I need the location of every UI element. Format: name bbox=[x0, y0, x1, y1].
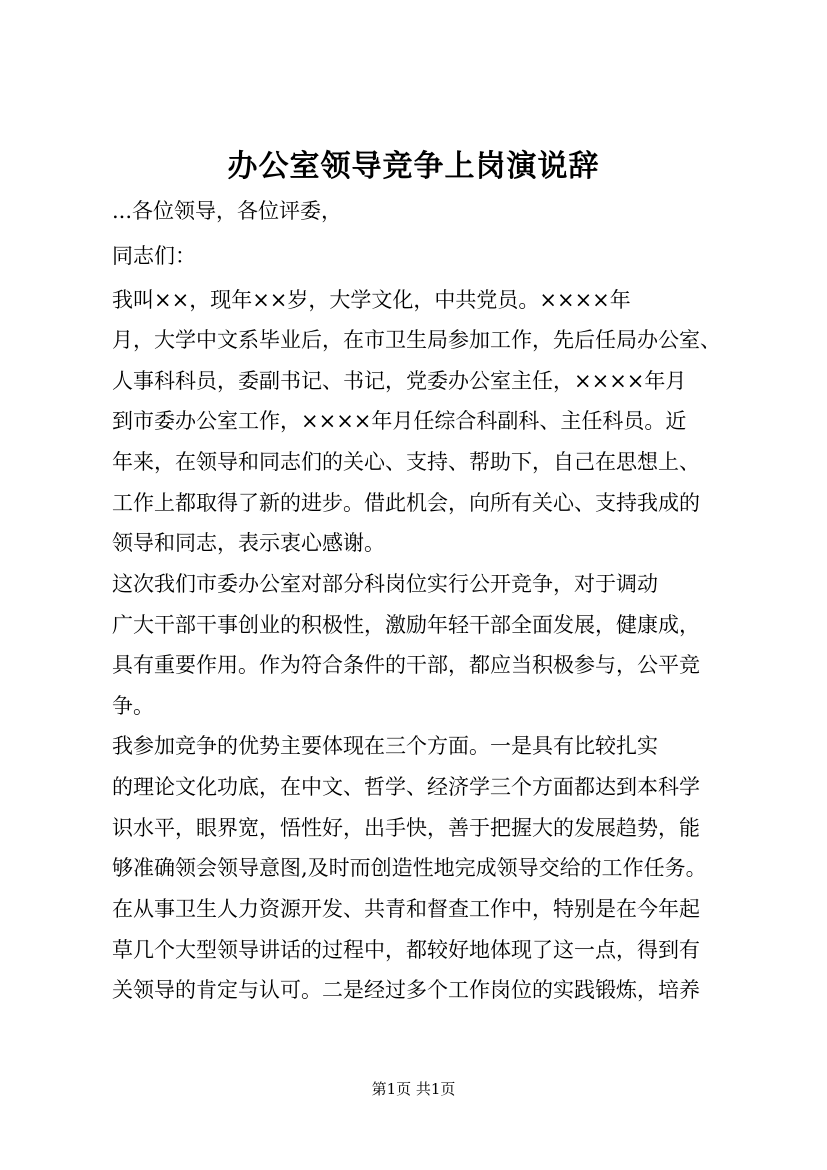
text-line: 在从事卫生人力资源开发、共青和督查工作中，特别是在今年起 bbox=[112, 897, 700, 921]
text-line: 领导和同志，表示衷心感谢。 bbox=[112, 531, 385, 555]
text-line: 年来，在领导和同志们的关心、支持、帮助下，自己在思想上、 bbox=[112, 450, 700, 474]
text-line: 具有重要作用。作为符合条件的干部，都应当积极参与，公平竞 bbox=[112, 653, 700, 677]
text-line: 到市委办公室工作，××××年月任综合科副科、主任科员。近 bbox=[112, 409, 687, 433]
text-line: 够准确领会领导意图,及时而创造性地完成领导交给的工作任务。 bbox=[112, 856, 707, 880]
text-line: 关领导的肯定与认可。二是经过多个工作岗位的实践锻炼，培养 bbox=[112, 978, 700, 1002]
text-line: 草几个大型领导讲话的过程中，都较好地体现了这一点，得到有 bbox=[112, 938, 700, 962]
text-line: 的理论文化功底，在中文、哲学、经济学三个方面都达到本科学 bbox=[112, 775, 700, 799]
text-line: ...各位领导，各位评委， bbox=[112, 199, 343, 223]
text-line: 争。 bbox=[112, 694, 154, 718]
text-line: 广大干部干事创业的积极性，激励年轻干部全面发展，健康成， bbox=[112, 613, 700, 637]
text-line: 月，大学中文系毕业后，在市卫生局参加工作，先后任局办公室、 bbox=[112, 328, 721, 352]
document-title: 办公室领导竞争上岗演说辞 bbox=[227, 149, 600, 184]
text-line: 识水平，眼界宽，悟性好，出手快，善于把握大的发展趋势，能 bbox=[112, 816, 700, 840]
text-line: 我参加竞争的优势主要体现在三个方面。一是具有比较扎实 bbox=[112, 734, 658, 758]
text-line: 工作上都取得了新的进步。借此机会，向所有关心、支持我成的 bbox=[112, 491, 700, 515]
text-line: 人事科科员，委副书记、书记，党委办公室主任，××××年月 bbox=[112, 369, 687, 393]
text-line: 同志们： bbox=[112, 244, 196, 268]
text-line: 这次我们市委办公室对部分科岗位实行公开竞争，对于调动 bbox=[112, 572, 658, 596]
text-line: 我叫××，现年××岁，大学文化，中共党员。××××年 bbox=[112, 288, 631, 312]
page-footer: 第1页 共1页 bbox=[371, 1080, 456, 1098]
